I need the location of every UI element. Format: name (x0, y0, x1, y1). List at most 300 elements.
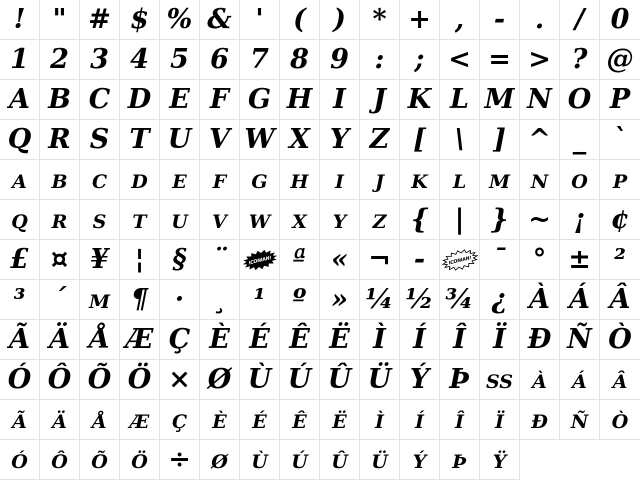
glyph-cell (40, 80, 80, 120)
glyph: w (248, 203, 271, 235)
glyph: i (335, 163, 344, 195)
glyph: & (207, 3, 232, 35)
glyph-cell (360, 400, 400, 440)
glyph-cell (560, 0, 600, 40)
glyph: ê (292, 403, 307, 435)
glyph: o (571, 163, 588, 195)
glyph-cell (480, 440, 520, 480)
glyph: f (212, 163, 227, 195)
glyph-cell (600, 200, 640, 240)
glyph-cell (120, 240, 160, 280)
glyph-cell (360, 0, 400, 40)
glyph-cell (560, 200, 600, 240)
glyph: x (292, 203, 307, 235)
glyph-cell (80, 0, 120, 40)
glyph: X (289, 123, 310, 155)
glyph-cell (200, 120, 240, 160)
glyph: K (407, 83, 432, 115)
glyph-cell (160, 200, 200, 240)
glyph: á (572, 363, 587, 395)
glyph-cell (280, 200, 320, 240)
glyph-cell (160, 0, 200, 40)
glyph: É (249, 323, 270, 355)
glyph: ¿ (491, 283, 508, 315)
glyph-cell (80, 120, 120, 160)
glyph-cell (0, 40, 40, 80)
glyph: ² (614, 243, 626, 275)
glyph: Ð (527, 323, 552, 355)
glyph-cell (520, 280, 560, 320)
glyph-cell (600, 40, 640, 80)
glyph-cell (440, 280, 480, 320)
glyph-cell (320, 200, 360, 240)
glyph-cell (440, 200, 480, 240)
glyph: l (452, 163, 467, 195)
glyph: ` (613, 123, 627, 155)
glyph: c (91, 163, 108, 195)
glyph-cell (320, 440, 360, 480)
glyph: ° (532, 243, 547, 275)
glyph-cell (80, 160, 120, 200)
empty-cell (520, 440, 560, 480)
glyph-cell (0, 120, 40, 160)
glyph-cell (0, 400, 40, 440)
glyph: r (51, 203, 68, 235)
glyph-cell (200, 0, 240, 40)
glyph: ó (11, 443, 28, 475)
glyph-cell (320, 400, 360, 440)
glyph-cell (440, 40, 480, 80)
glyph-cell (480, 160, 520, 200)
glyph-cell (280, 280, 320, 320)
glyph-cell (360, 40, 400, 80)
glyph: õ (91, 443, 108, 475)
glyph: Þ (449, 363, 470, 395)
glyph-cell (200, 40, 240, 80)
glyph: s (92, 203, 107, 235)
glyph-cell (600, 80, 640, 120)
glyph-cell (40, 120, 80, 160)
glyph: % (166, 3, 193, 35)
glyph: ð (531, 403, 548, 435)
glyph: = (488, 43, 511, 75)
glyph-cell (120, 280, 160, 320)
glyph-cell (80, 400, 120, 440)
glyph: ] (493, 123, 506, 155)
glyph: À (529, 283, 550, 315)
glyph-cell (0, 360, 40, 400)
glyph-cell (160, 160, 200, 200)
glyph: â (612, 363, 628, 395)
glyph: e (172, 163, 187, 195)
glyph: ª (292, 243, 307, 275)
glyph-cell (160, 400, 200, 440)
glyph: ! (13, 3, 26, 35)
glyph-cell (280, 240, 320, 280)
glyph-cell (440, 440, 480, 480)
glyph: t (132, 203, 147, 235)
glyph-cell (0, 280, 40, 320)
glyph: ¯ (492, 243, 507, 275)
glyph: à (532, 363, 547, 395)
glyph: ß (485, 363, 514, 395)
glyph: { (410, 203, 429, 235)
glyph-cell (560, 320, 600, 360)
glyph-cell (440, 320, 480, 360)
glyph-cell (40, 160, 80, 200)
glyph: # (88, 3, 111, 35)
glyph: Í (413, 323, 426, 355)
glyph-cell (160, 280, 200, 320)
glyph-cell (600, 240, 640, 280)
glyph-cell (360, 360, 400, 400)
glyph-cell (40, 280, 80, 320)
glyph-cell (200, 200, 240, 240)
glyph: ¢ (610, 203, 630, 235)
glyph-cell (480, 400, 520, 440)
glyph: Õ (87, 363, 112, 395)
glyph: . (534, 3, 545, 35)
glyph-cell (80, 280, 120, 320)
glyph-cell (40, 400, 80, 440)
glyph-cell (80, 360, 120, 400)
glyph-cell (280, 320, 320, 360)
glyph: 1 (10, 43, 29, 75)
glyph-cell (160, 440, 200, 480)
glyph: Ø (207, 363, 232, 395)
glyph-cell (120, 80, 160, 120)
glyph: D (127, 83, 152, 115)
glyph-cell (240, 0, 280, 40)
glyph-cell (200, 240, 240, 280)
glyph-cell (120, 120, 160, 160)
glyph-cell (240, 120, 280, 160)
glyph-cell (320, 160, 360, 200)
glyph-cell (480, 120, 520, 160)
glyph-cell (120, 400, 160, 440)
glyph: a (12, 163, 27, 195)
glyph-cell (480, 360, 520, 400)
glyph-cell (520, 400, 560, 440)
glyph: h (290, 163, 309, 195)
glyph-cell (520, 320, 560, 360)
glyph: J (373, 83, 386, 115)
glyph-cell (240, 400, 280, 440)
glyph: Ò (608, 323, 632, 355)
glyph: Ê (289, 323, 310, 355)
glyph: 8 (290, 43, 309, 75)
glyph: ; (414, 43, 425, 75)
glyph: N (527, 83, 552, 115)
glyph-cell (480, 80, 520, 120)
glyph-cell (320, 360, 360, 400)
glyph: · (174, 283, 185, 315)
glyph: Ý (409, 363, 430, 395)
glyph: Y (329, 123, 350, 155)
glyph: 5 (170, 43, 189, 75)
glyph-cell (0, 200, 40, 240)
glyph: u (171, 203, 188, 235)
glyph-cell (560, 80, 600, 120)
glyph: S (89, 123, 110, 155)
glyph-cell (80, 440, 120, 480)
glyph-cell (520, 0, 560, 40)
glyph-cell (480, 280, 520, 320)
glyph: å (92, 403, 107, 435)
glyph-cell (600, 0, 640, 40)
glyph: O (567, 83, 592, 115)
glyph-cell (320, 320, 360, 360)
glyph: Á (569, 283, 590, 315)
glyph-cell (240, 320, 280, 360)
glyph-cell (280, 40, 320, 80)
glyph-cell (400, 320, 440, 360)
glyph: b (51, 163, 68, 195)
glyph-cell (400, 360, 440, 400)
glyph-cell (400, 40, 440, 80)
glyph: 6 (210, 43, 229, 75)
glyph-cell (40, 240, 80, 280)
glyph-cell (120, 0, 160, 40)
glyph-cell (0, 160, 40, 200)
glyph: - (413, 243, 426, 275)
glyph: Ñ (567, 323, 592, 355)
glyph-cell (240, 40, 280, 80)
glyph: ý (412, 443, 427, 475)
glyph-cell (600, 360, 640, 400)
svg-text:ICONIAN!: ICONIAN! (447, 255, 472, 266)
glyph: - (493, 3, 506, 35)
glyph-cell (0, 440, 40, 480)
glyph-cell (280, 120, 320, 160)
glyph-cell (160, 80, 200, 120)
glyph: d (131, 163, 148, 195)
glyph: k (411, 163, 428, 195)
glyph-cell (440, 120, 480, 160)
glyph-cell (240, 360, 280, 400)
glyph: ì (375, 403, 384, 435)
glyph-cell (120, 160, 160, 200)
glyph: | (454, 203, 465, 235)
glyph-cell (480, 320, 520, 360)
glyph-cell (240, 280, 280, 320)
glyph: ¶ (130, 283, 149, 315)
glyph: § (172, 243, 187, 275)
glyph: m (488, 163, 511, 195)
glyph: ¦ (134, 243, 145, 275)
glyph: ø (211, 443, 228, 475)
glyph: W (244, 123, 275, 155)
glyph-cell (520, 160, 560, 200)
glyph: Ä (49, 323, 70, 355)
glyph: ¬ (368, 243, 391, 275)
glyph: R (48, 123, 71, 155)
glyph-cell (160, 360, 200, 400)
glyph-cell (520, 360, 560, 400)
glyph: µ (88, 283, 111, 315)
glyph-cell (520, 40, 560, 80)
glyph: ô (51, 443, 68, 475)
glyph: < (448, 43, 471, 75)
glyph-cell (40, 320, 80, 360)
glyph: ~ (528, 203, 551, 235)
glyph: û (331, 443, 348, 475)
glyph-cell (480, 200, 520, 240)
glyph: Ï (493, 323, 506, 355)
glyph: + (408, 3, 431, 35)
glyph: Ü (367, 363, 392, 395)
glyph-cell (520, 80, 560, 120)
glyph: A (9, 83, 30, 115)
glyph-cell (160, 320, 200, 360)
glyph-cell (120, 200, 160, 240)
glyph: B (48, 83, 71, 115)
glyph-cell (560, 240, 600, 280)
glyph: E (169, 83, 190, 115)
glyph-cell (400, 160, 440, 200)
glyph: Ó (7, 363, 32, 395)
glyph: \ (454, 123, 465, 155)
glyph-cell (40, 360, 80, 400)
glyph: ¼ (365, 283, 394, 315)
glyph: @ (606, 43, 634, 75)
glyph-cell (360, 80, 400, 120)
glyph-cell (200, 360, 240, 400)
glyph: ¤ (50, 243, 69, 275)
glyph: î (455, 403, 464, 435)
glyph-cell (240, 440, 280, 480)
glyph: ¸ (212, 283, 227, 315)
glyph-cell (600, 320, 640, 360)
glyph: g (251, 163, 268, 195)
glyph: þ (452, 443, 467, 475)
glyph-cell (440, 400, 480, 440)
glyph-cell (400, 440, 440, 480)
glyph-cell (80, 80, 120, 120)
glyph-cell (80, 240, 120, 280)
glyph-cell (480, 240, 520, 280)
glyph-cell (360, 320, 400, 360)
glyph: Ç (168, 323, 191, 355)
glyph: æ (129, 403, 150, 435)
glyph: n (530, 163, 549, 195)
glyph: ³ (13, 283, 26, 315)
glyph: Û (327, 363, 352, 395)
glyph: × (168, 363, 191, 395)
glyph: I (333, 83, 346, 115)
glyph: Ô (47, 363, 72, 395)
glyph: ´ (52, 283, 67, 315)
glyph: ¹ (253, 283, 266, 315)
glyph: ¨ (212, 243, 227, 275)
glyph: Å (89, 323, 110, 355)
glyph: « (331, 243, 348, 275)
glyph-cell (400, 120, 440, 160)
glyph-cell (40, 200, 80, 240)
glyph-cell (120, 40, 160, 80)
glyph: ã (12, 403, 27, 435)
glyph-cell (240, 200, 280, 240)
glyph-cell (120, 360, 160, 400)
glyph: L (450, 83, 469, 115)
glyph: ö (131, 443, 148, 475)
glyph-cell (440, 80, 480, 120)
glyph-cell (80, 200, 120, 240)
glyph-cell (480, 0, 520, 40)
glyph: q (11, 203, 28, 235)
glyph-cell (600, 120, 640, 160)
glyph: è (212, 403, 227, 435)
glyph: > (528, 43, 551, 75)
glyph-cell (360, 440, 400, 480)
glyph: í (415, 403, 424, 435)
glyph-cell (120, 320, 160, 360)
glyph: * (372, 3, 387, 35)
glyph: ¥ (90, 243, 109, 275)
glyph-cell (40, 40, 80, 80)
glyph: ç (171, 403, 188, 435)
glyph: [ (413, 123, 426, 155)
glyph-cell (0, 240, 40, 280)
glyph: $ (130, 3, 149, 35)
glyph: º (292, 283, 307, 315)
glyph: ¾ (445, 283, 474, 315)
glyph-cell (320, 120, 360, 160)
glyph: H (286, 83, 313, 115)
glyph: Â (609, 283, 631, 315)
glyph: Ù (247, 363, 272, 395)
glyph: ^ (528, 123, 551, 155)
glyph: 0 (610, 3, 630, 35)
glyph-cell (280, 160, 320, 200)
glyph: y (332, 203, 347, 235)
glyph: ( (293, 3, 306, 35)
glyph-cell (480, 40, 520, 80)
glyph-cell (360, 160, 400, 200)
glyph-cell (240, 80, 280, 120)
glyph-cell (320, 280, 360, 320)
glyph: ¡ (573, 203, 586, 235)
glyph-cell (520, 240, 560, 280)
glyph-cell (520, 120, 560, 160)
glyph-cell (560, 40, 600, 80)
glyph-cell (400, 0, 440, 40)
glyph-cell (400, 80, 440, 120)
glyph: } (490, 203, 509, 235)
glyph-cell (360, 280, 400, 320)
glyph-cell (560, 120, 600, 160)
glyph-cell (280, 0, 320, 40)
glyph-cell (0, 320, 40, 360)
glyph: T (129, 123, 150, 155)
glyph: ½ (405, 283, 434, 315)
glyph: j (375, 163, 384, 195)
glyph-cell (440, 160, 480, 200)
glyph: 9 (330, 43, 349, 75)
glyph-cell (320, 40, 360, 80)
glyph: Ö (127, 363, 152, 395)
glyph-cell (280, 440, 320, 480)
glyph-cell (160, 240, 200, 280)
glyph: ÿ (492, 443, 507, 475)
glyph-cell (0, 80, 40, 120)
glyph: P (609, 83, 631, 115)
glyph-cell (360, 240, 400, 280)
glyph-cell (200, 440, 240, 480)
glyph-cell (200, 400, 240, 440)
glyph: M (484, 83, 515, 115)
glyph-cell (120, 440, 160, 480)
